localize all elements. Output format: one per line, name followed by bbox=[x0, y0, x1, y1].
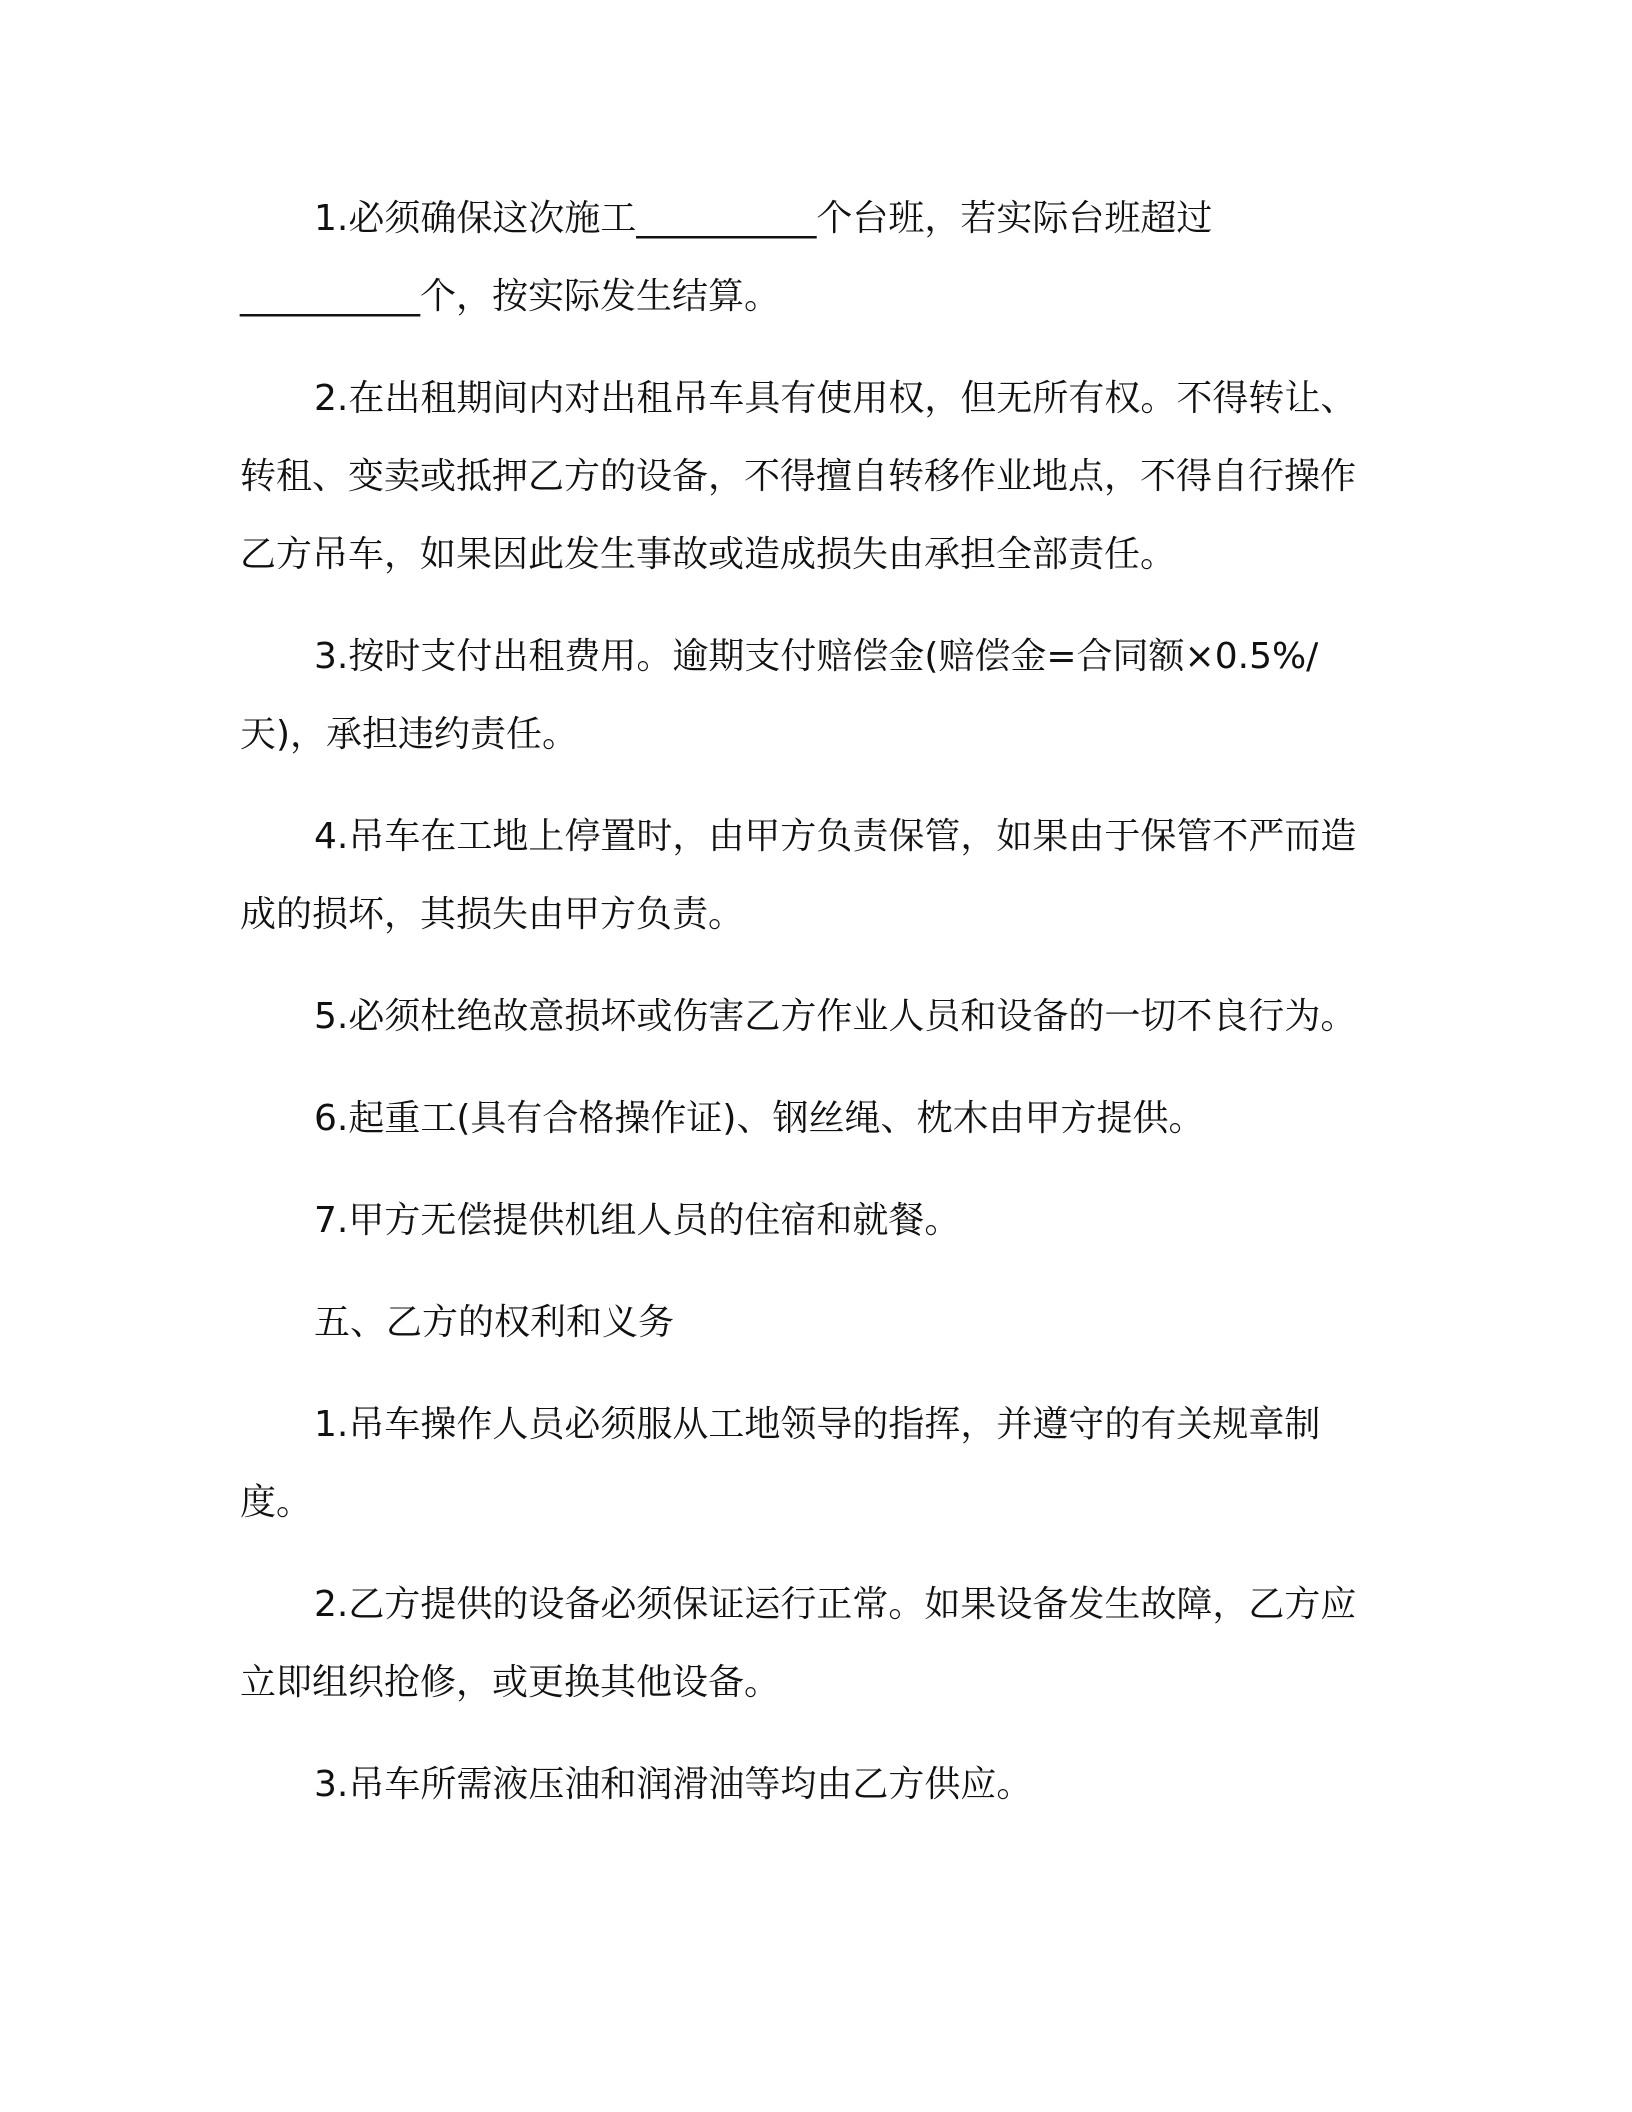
clause-2: 2.在出租期间内对出租吊车具有使用权，但无所有权。不得转让、转租、变卖或抵押乙方的设备，不得擅自转移作业地点，不得自行操作乙方吊车，如果因此发生事故或造成损失由承担全部责任。 bbox=[240, 378, 1357, 575]
clause-5: 5.必须杜绝故意损坏或伤害乙方作业人员和设备的一切不良行为。 bbox=[314, 996, 1357, 1037]
clause-3: 3.按时支付出租费用。逾期支付赔偿金(赔偿金=合同额×0.5%/天)，承担违约责任。 bbox=[240, 636, 1319, 755]
clause-6: 6.起重工(具有合格操作证)、钢丝绳、枕木由甲方提供。 bbox=[314, 1098, 1205, 1139]
party-b-clause-3: 3.吊车所需液压油和润滑油等均由乙方供应。 bbox=[314, 1764, 1033, 1805]
party-b-clause-1: 1.吊车操作人员必须服从工地领导的指挥，并遵守的有关规章制度。 bbox=[240, 1404, 1321, 1523]
document-body bbox=[240, 180, 1390, 1848]
section-heading: 五、乙方的权利和义务 bbox=[314, 1302, 675, 1343]
clause-4: 4.吊车在工地上停置时，由甲方负责保管，如果由于保管不严而造成的损坏，其损失由甲方负责。 bbox=[240, 816, 1357, 935]
party-b-clause-2: 2.乙方提供的设备必须保证运行正常。如果设备发生故障，乙方应立即组织抢修，或更换其他设备。 bbox=[240, 1584, 1357, 1703]
clause-1: 1.必须确保这次施工__________个台班，若实际台班超过__________个，按实际发生结算。 bbox=[240, 198, 1213, 317]
clause-7: 7.甲方无偿提供机组人员的住宿和就餐。 bbox=[314, 1200, 961, 1241]
